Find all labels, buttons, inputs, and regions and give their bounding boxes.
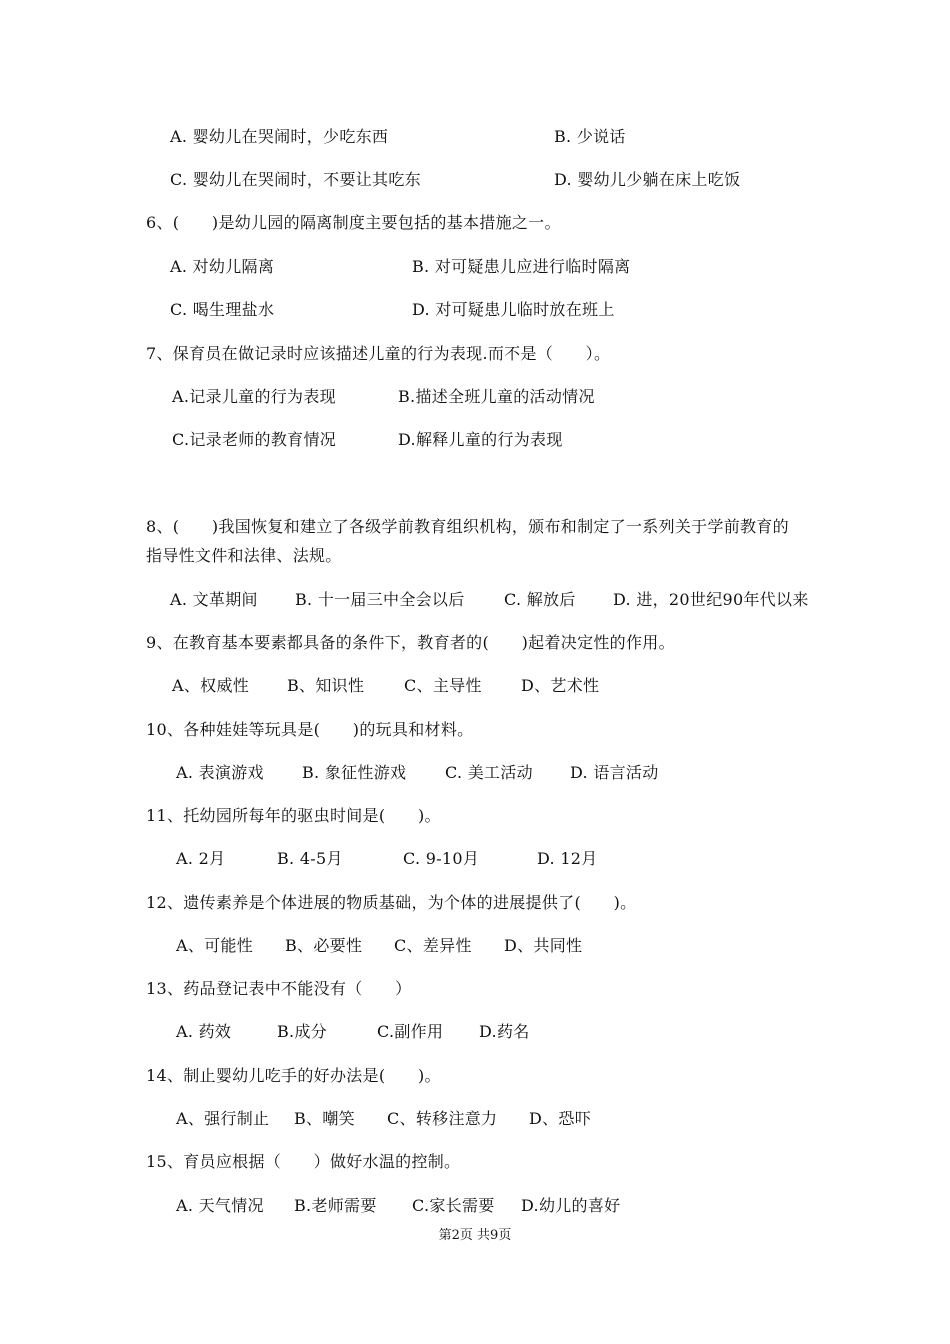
option-b: B、必要性 [285, 936, 363, 955]
page-number-footer: 第2页 共9页 [438, 1228, 512, 1243]
option-b: B、知识性 [287, 676, 365, 695]
option-c: C.家长需要 [412, 1196, 495, 1215]
option-d: D.幼儿的喜好 [521, 1196, 621, 1215]
question-stem: 11、托幼园所每年的驱虫时间是( )。 [146, 806, 441, 825]
option-a: A. 药效 [176, 1022, 232, 1041]
option-a: A.记录儿童的行为表现 [172, 387, 336, 406]
option-d: D.解释儿童的行为表现 [398, 430, 563, 449]
option-b: B. 十一届三中全会以后 [295, 590, 465, 609]
option-b: B.成分 [277, 1022, 328, 1041]
question-stem: 10、各种娃娃等玩具是( )的玩具和材料。 [146, 720, 474, 739]
option-c: C. 解放后 [504, 590, 576, 609]
option-d: D. 进，20世纪90年代以来 [613, 590, 809, 609]
question-stem: 9、在教育基本要素都具备的条件下，教育者的( )起着决定性的作用。 [146, 633, 675, 652]
option-a: A、强行制止 [176, 1109, 270, 1128]
option-b: B. 4-5月 [277, 849, 343, 868]
question-stem: 12、遗传素养是个体进展的物质基础，为个体的进展提供了( )。 [146, 893, 637, 912]
question-stem: 6、( )是幼儿园的隔离制度主要包括的基本措施之一。 [146, 213, 561, 232]
question-stem: 15、育员应根据（ ）做好水温的控制。 [146, 1152, 461, 1171]
option-a: A. 天气情况 [176, 1196, 264, 1215]
option-b: B. 对可疑患儿应进行临时隔离 [412, 257, 631, 276]
option-a: A. 2月 [176, 849, 226, 868]
option-d: D.药名 [479, 1022, 530, 1041]
option-c: C.副作用 [377, 1022, 444, 1041]
option-d: D. 12月 [537, 849, 598, 868]
option-d: D、恐吓 [529, 1109, 592, 1128]
option-b: B. 少说话 [554, 127, 626, 146]
option-d: D. 婴幼儿少躺在床上吃饭 [554, 170, 741, 189]
option-d: D. 语言活动 [570, 763, 659, 782]
option-c: C、转移注意力 [387, 1109, 498, 1128]
option-b: B. 象征性游戏 [302, 763, 407, 782]
option-b: B.描述全班儿童的活动情况 [398, 387, 595, 406]
question-stem: 8、( )我国恢复和建立了各级学前教育组织机构，颁布和制定了一系列关于学前教育的 [146, 517, 789, 536]
option-c: C、主导性 [404, 676, 482, 695]
question-stem: 13、药品登记表中不能没有（ ） [146, 979, 412, 998]
option-d: D. 对可疑患儿临时放在班上 [412, 300, 615, 319]
option-c: C. 美工活动 [445, 763, 533, 782]
option-d: D、共同性 [504, 936, 583, 955]
option-a: A. 表演游戏 [176, 763, 264, 782]
option-c: C. 婴幼儿在哭闹时，不要让其吃东 [170, 170, 421, 189]
option-c: C. 喝生理盐水 [170, 300, 275, 319]
question-stem-continued: 指导性文件和法律、法规。 [146, 546, 342, 565]
option-a: A. 对幼儿隔离 [170, 257, 275, 276]
question-stem: 14、制止婴幼儿吃手的好办法是( )。 [146, 1066, 441, 1085]
question-stem: 7、保育员在做记录时应该描述儿童的行为表现.而不是（ ）。 [146, 344, 611, 363]
option-c: C. 9-10月 [403, 849, 480, 868]
option-d: D、艺术性 [521, 676, 600, 695]
option-a: A、可能性 [176, 936, 254, 955]
option-a: A. 文革期间 [170, 590, 258, 609]
option-c: C、差异性 [394, 936, 472, 955]
option-c: C.记录老师的教育情况 [172, 430, 337, 449]
option-a: A、权威性 [172, 676, 250, 695]
option-b: B、嘲笑 [294, 1109, 355, 1128]
option-a: A. 婴幼儿在哭闹时，少吃东西 [170, 127, 389, 146]
option-b: B.老师需要 [294, 1196, 377, 1215]
